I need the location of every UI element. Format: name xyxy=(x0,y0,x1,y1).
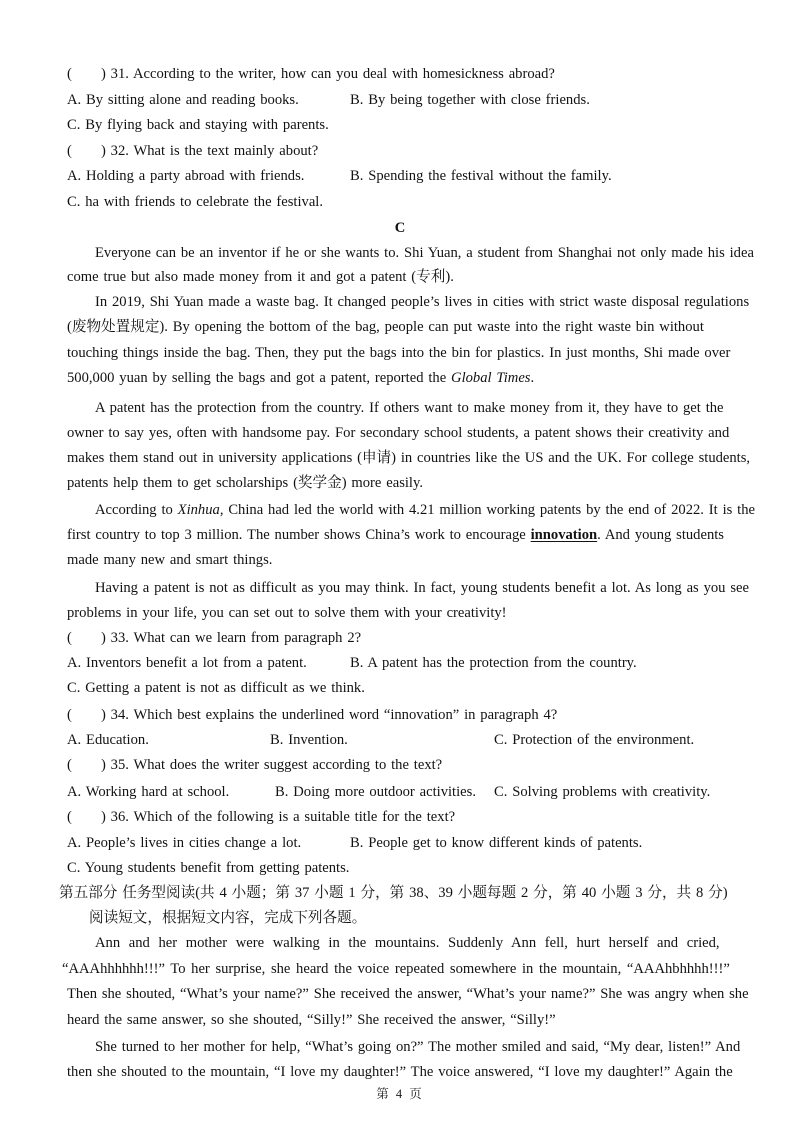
option-35-a xyxy=(67,782,229,802)
text-run: problems in your life, you can set out to solve them with your creativity! xyxy=(67,605,507,621)
text-run: . And young students xyxy=(597,527,724,543)
text-line xyxy=(67,141,733,163)
text-line xyxy=(67,705,733,727)
text-line xyxy=(67,908,733,930)
text-run: B. By being together with close friends. xyxy=(350,92,590,108)
text-run: B. Doing more outdoor activities. xyxy=(275,784,476,800)
text-span xyxy=(67,984,749,1004)
text-run: C. Young students benefit from getting patents. xyxy=(67,860,350,876)
text-run: then she shouted to the mountain, “I love my daughter!” The voice answered, “I love my daughter!” Again the xyxy=(67,1064,733,1080)
text-span xyxy=(67,1062,733,1082)
text-run: (废物处置规定). By opening the bottom of the bag, people can put waste into the right waste bin without xyxy=(67,319,704,335)
text-line xyxy=(67,807,733,829)
text-span xyxy=(95,500,755,520)
text-line xyxy=(67,858,733,880)
text-run: C. ha with friends to celebrate the festival. xyxy=(67,194,324,210)
text-line xyxy=(67,267,733,289)
text-line xyxy=(67,90,733,112)
text-span xyxy=(67,368,534,388)
text-run: C. Getting a patent is not as difficult as we think. xyxy=(67,680,365,696)
text-run: ( ) 36. Which of the following is a suitable title for the text? xyxy=(67,809,456,825)
text-line xyxy=(67,933,733,955)
text-line xyxy=(67,423,733,445)
option-36-a xyxy=(67,833,301,853)
text-span xyxy=(95,578,749,598)
text-line xyxy=(67,578,749,600)
text-run: According to xyxy=(95,502,178,518)
option-34-c xyxy=(494,730,694,750)
text-span xyxy=(67,423,729,443)
text-line xyxy=(67,628,733,650)
text-run: 阅读短文，根据短文内容，完成下列各题。 xyxy=(89,910,367,926)
option-31-c xyxy=(67,115,329,135)
text-run: innovation xyxy=(530,527,598,543)
text-run: owner to say yes, often with handsome pay. For secondary school students, a patent shows their creativity and xyxy=(67,425,730,441)
text-line xyxy=(67,678,733,700)
text-line xyxy=(67,64,733,86)
text-line xyxy=(67,1010,733,1032)
option-32-c xyxy=(67,192,323,212)
text-run: Having a patent is not as difficult as you may think. In fact, young students benefit a lot. As long as you see xyxy=(95,580,749,596)
text-line xyxy=(67,166,733,188)
text-run: 第五部分 任务型阅读(共 4 小题；第 37 小题 1 分，第 38、39 小题每题 2 分，第 40 小题 3 分，共 8 分) xyxy=(59,885,728,901)
text-line xyxy=(67,398,733,420)
section-5-header xyxy=(59,883,728,903)
text-span xyxy=(62,959,730,979)
text-span xyxy=(95,1037,740,1057)
text-run: made many new and smart things. xyxy=(67,552,273,568)
option-33-a xyxy=(67,653,307,673)
text-run: C xyxy=(394,220,406,236)
text-line xyxy=(67,243,754,265)
text-run: patents help them to get scholarships (奖学金) more easily. xyxy=(67,475,423,491)
text-line xyxy=(67,218,733,240)
text-line xyxy=(67,550,733,572)
text-line xyxy=(67,192,733,214)
text-line xyxy=(67,343,733,365)
text-line xyxy=(67,317,733,339)
option-36-c xyxy=(67,858,349,878)
text-run: ( ) 34. Which best explains the underlined word “innovation” in paragraph 4? xyxy=(67,707,558,723)
text-line xyxy=(67,984,749,1006)
text-run: Global Times xyxy=(451,370,531,386)
section-5-instruction xyxy=(89,908,366,928)
text-run: Xinhua xyxy=(177,502,220,518)
text-line xyxy=(67,368,733,390)
text-span xyxy=(67,1010,556,1030)
text-run: come true but also made money from it and got a patent (专利). xyxy=(67,269,454,285)
text-span xyxy=(95,398,724,418)
passage-c-heading xyxy=(67,218,733,238)
text-run: Ann and her mother were walking in the mountains. Suddenly Ann fell, hurt herself and cried, xyxy=(95,935,720,951)
text-line xyxy=(67,1037,741,1059)
text-line xyxy=(67,782,733,804)
text-span xyxy=(67,448,750,468)
text-run: In 2019, Shi Yuan made a waste bag. It changed people’s lives in cities with strict waste disposal regulations xyxy=(95,294,750,310)
text-column xyxy=(59,0,755,1131)
text-span xyxy=(67,343,730,363)
text-span xyxy=(67,317,704,337)
text-run: 500,000 yuan by selling the bags and got a patent, reported the xyxy=(67,370,452,386)
text-run: A. Holding a party abroad with friends. xyxy=(67,168,305,184)
text-run: first country to top 3 million. The number shows China’s work to encourage xyxy=(67,527,531,543)
text-run: “AAAhhhhhh!!!” To her surprise, she heard the voice repeated somewhere in the mountain, “AAAhbhhhh!!!” xyxy=(62,961,730,977)
text-line xyxy=(67,603,733,625)
text-run: C. By flying back and staying with parents. xyxy=(67,117,329,133)
option-36-b xyxy=(350,833,642,853)
question-34 xyxy=(67,705,557,725)
text-span xyxy=(67,525,724,545)
text-run: makes them stand out in university applications (申请) in countries like the US and the UK. For college students, xyxy=(67,450,751,466)
question-35 xyxy=(67,755,442,775)
text-line xyxy=(67,755,733,777)
text-run: B. A patent has the protection from the country. xyxy=(350,655,637,671)
text-span xyxy=(67,267,454,287)
text-run: A. Inventors benefit a lot from a patent. xyxy=(67,655,307,671)
text-run: C. Protection of the environment. xyxy=(494,732,695,748)
text-line xyxy=(67,473,733,495)
question-36 xyxy=(67,807,455,827)
text-line xyxy=(67,500,755,522)
option-33-b xyxy=(350,653,637,673)
option-33-c xyxy=(67,678,365,698)
text-run: Then she shouted, “What’s your name?” She received the answer, “What’s your name?” She was angry when she xyxy=(67,986,749,1002)
text-run: , China had led the world with 4.21 million working patents by the end of 2022. It is the xyxy=(219,502,755,518)
text-line xyxy=(62,959,733,981)
option-32-a xyxy=(67,166,304,186)
option-35-b xyxy=(275,782,476,802)
text-span xyxy=(67,473,423,493)
text-run: C. Solving problems with creativity. xyxy=(494,784,711,800)
text-line xyxy=(67,292,750,314)
question-31 xyxy=(67,64,555,84)
text-run: B. Invention. xyxy=(270,732,348,748)
text-line xyxy=(67,115,733,137)
option-31-b xyxy=(350,90,590,110)
text-line xyxy=(67,525,733,547)
text-run: ( ) 31. According to the writer, how can you deal with homesickness abroad? xyxy=(67,66,555,82)
text-span xyxy=(67,550,272,570)
text-run: A. By sitting alone and reading books. xyxy=(67,92,299,108)
option-31-a xyxy=(67,90,299,110)
text-run: A patent has the protection from the country. If others want to make money from it, they have to get the xyxy=(95,400,724,416)
text-run: B. People get to know different kinds of patents. xyxy=(350,835,643,851)
text-run: heard the same answer, so she shouted, “Silly!” She received the answer, “Silly!” xyxy=(67,1012,556,1028)
question-32 xyxy=(67,141,318,161)
option-32-b xyxy=(350,166,612,186)
text-line xyxy=(67,730,733,752)
text-line xyxy=(67,833,733,855)
text-run: She turned to her mother for help, “What’s going on?” The mother smiled and said, “My dear, listen!” And xyxy=(95,1039,741,1055)
text-line xyxy=(67,448,751,470)
text-run: ( ) 35. What does the writer suggest according to the text? xyxy=(67,757,443,773)
text-span xyxy=(67,603,507,623)
text-span xyxy=(95,292,749,312)
text-run: . xyxy=(530,370,535,386)
text-run: ( ) 33. What can we learn from paragraph 2? xyxy=(67,630,362,646)
option-34-b xyxy=(270,730,348,750)
option-35-c xyxy=(494,782,710,802)
text-line xyxy=(59,883,733,905)
option-34-a xyxy=(67,730,149,750)
text-run: Everyone can be an inventor if he or she wants to. Shi Yuan, a student from Shanghai not only made his idea xyxy=(95,245,754,261)
text-run: A. People’s lives in cities change a lot. xyxy=(67,835,302,851)
page-number: 第 4 页 xyxy=(376,1087,424,1101)
text-run: ( ) 32. What is the text mainly about? xyxy=(67,143,319,159)
text-run: A. Education. xyxy=(67,732,149,748)
text-line xyxy=(67,1062,733,1084)
text-run: touching things inside the bag. Then, they put the bags into the bin for plastics. In just months, Shi made over xyxy=(67,345,731,361)
question-33 xyxy=(67,628,361,648)
text-run: B. Spending the festival without the family. xyxy=(350,168,612,184)
text-span xyxy=(95,933,720,953)
text-span xyxy=(95,243,754,263)
text-run: A. Working hard at school. xyxy=(67,784,230,800)
text-line xyxy=(67,653,733,675)
